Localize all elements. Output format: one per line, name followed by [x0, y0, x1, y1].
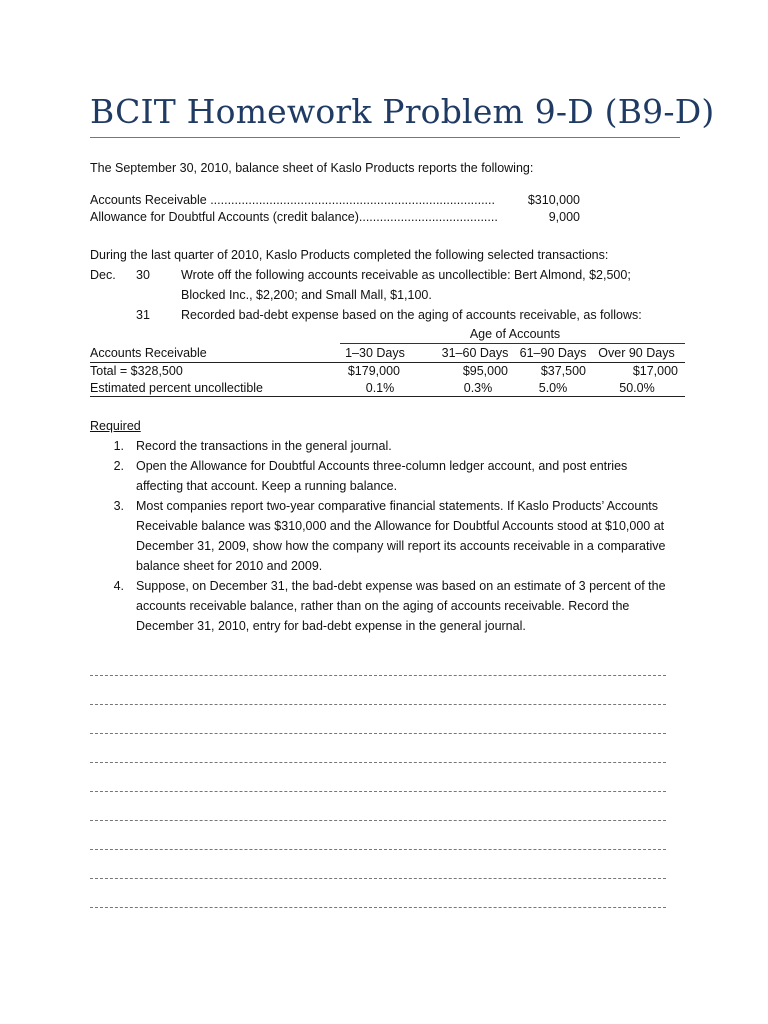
table-cell: Estimated percent uncollectible — [90, 381, 264, 395]
transactions-intro: During the last quarter of 2010, Kaslo Products completed the following selected transactions: — [90, 248, 609, 262]
answer-line[interactable] — [90, 733, 666, 734]
transaction-text: Blocked Inc., $2,200; and Small Mall, $1,100. — [181, 288, 432, 302]
list-item: Suppose, on December 31, the bad-debt expense was based on an estimate of 3 percent of the accounts receivable balance, rather than on the aging of accounts receivable. Record the December 31, 2010, entry for bad-debt expense in the general journal. — [136, 579, 666, 633]
table-bottom-rule — [90, 396, 685, 397]
answer-line[interactable] — [90, 791, 666, 792]
transaction-text: Recorded bad-debt expense based on the aging of accounts receivable, as follows: — [181, 308, 642, 322]
transaction-month: Dec. — [90, 268, 116, 282]
table-cell: 5.0% — [538, 381, 568, 395]
table-cell: $17,000 — [632, 364, 678, 378]
answer-line[interactable] — [90, 762, 666, 763]
list-number: 4. — [113, 579, 124, 593]
list-number: 1. — [113, 439, 124, 453]
table-cell: 50.0% — [619, 381, 655, 395]
group-header-rule — [340, 343, 685, 344]
answer-line[interactable] — [90, 675, 666, 676]
table-cell: 0.1% — [365, 381, 395, 395]
table-cell: $95,000 — [462, 364, 508, 378]
answer-line[interactable] — [90, 704, 666, 705]
table-header-cell: 1–30 Days — [345, 346, 405, 360]
answer-line[interactable] — [90, 878, 666, 879]
required-heading: Required — [90, 419, 141, 433]
transaction-text: Wrote off the following accounts receivable as uncollectible: Bert Almond, $2,500; — [181, 268, 631, 282]
table-cell: Total = $328,500 — [90, 364, 183, 378]
list-item: Record the transactions in the general journal. — [136, 439, 392, 453]
table-header-cell: 31–60 Days — [441, 346, 509, 360]
balance-line-label: Allowance for Doubtful Accounts (credit balance)........................................ — [90, 210, 498, 224]
transaction-day: 31 — [136, 308, 150, 322]
table-cell: $179,000 — [347, 364, 400, 378]
answer-line[interactable] — [90, 820, 666, 821]
list-item: Open the Allowance for Doubtful Accounts three-column ledger account, and post entries affecting that account. Keep a running balance. — [136, 459, 628, 493]
answer-line[interactable] — [90, 907, 666, 908]
transaction-day: 30 — [136, 268, 150, 282]
table-cell: $37,500 — [540, 364, 586, 378]
page-title: BCIT Homework Problem 9-D (B9-D) — [90, 92, 715, 131]
title-underline — [90, 137, 680, 138]
balance-line-label: Accounts Receivable .................................................................................. — [90, 193, 495, 207]
list-number: 3. — [113, 499, 124, 513]
list-item: Most companies report two-year comparative financial statements. If Kaslo Products’ Accounts Receivable balance was $310,000 and the Allowance for Doubtful Accounts stood at $10,000 at December 31, 2009, show how the company will report its accounts receivable in a comparative balance sheet for 2010 and 2009. — [136, 499, 666, 573]
balance-line-amount: 9,000 — [548, 210, 580, 224]
list-number: 2. — [113, 459, 124, 473]
table-header-cell: 61–90 Days — [519, 346, 587, 360]
table-header-cell: Accounts Receivable — [90, 346, 207, 360]
answer-line[interactable] — [90, 849, 666, 850]
balance-line-amount: $310,000 — [527, 193, 580, 207]
table-header-cell: Over 90 Days — [598, 346, 675, 360]
intro-text: The September 30, 2010, balance sheet of Kaslo Products reports the following: — [90, 161, 534, 175]
table-cell: 0.3% — [463, 381, 493, 395]
table-group-header: Age of Accounts — [469, 327, 561, 341]
